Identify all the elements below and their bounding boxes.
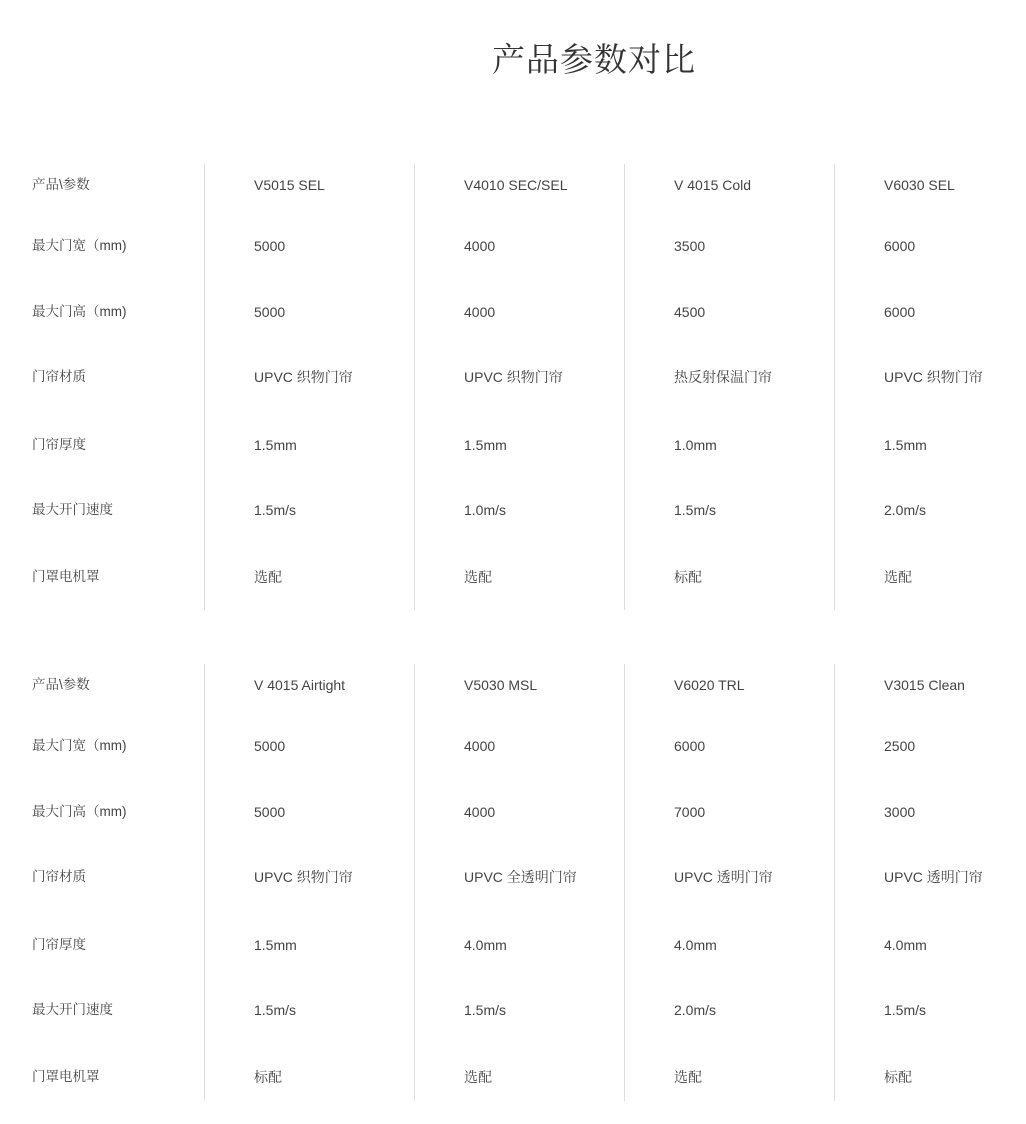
spec-comparison-table-1 [0,164,1026,610]
speed-value: 2.0m/s [884,502,927,518]
row-label-motor-cover: 门罩电机罩 [32,569,100,584]
row-label-speed: 最大开门速度 [32,1002,113,1017]
row-label-max-height: 最大门高（mm) [32,304,127,319]
max-height-value: 6000 [884,304,916,320]
material-value: UPVC 全透明门帘 [464,869,577,885]
thickness-value: 4.0mm [884,937,927,953]
max-width-value: 6000 [884,238,916,254]
page-title: 产品参数对比 [492,41,696,78]
speed-value: 1.5m/s [464,1002,507,1018]
max-width-value: 2500 [884,738,916,754]
thickness-value: 1.0mm [674,437,717,453]
product-column [204,164,414,610]
product-column [414,164,624,610]
material-value: UPVC 织物门帘 [884,369,983,385]
row-label-column [32,664,204,1101]
thickness-value: 4.0mm [674,937,717,953]
max-width-value: 4000 [464,738,496,754]
thickness-value: 4.0mm [464,937,507,953]
speed-value: 1.0m/s [464,502,507,518]
product-name: V4010 SEC/SEL [464,177,568,193]
motor-cover-value: 标配 [884,1069,912,1085]
max-height-value: 7000 [674,804,706,820]
product-name: V3015 Clean [884,677,965,693]
row-label-thickness: 门帘厚度 [32,437,86,452]
row-label-speed: 最大开门速度 [32,502,113,517]
product-column [624,664,834,1101]
max-width-value: 5000 [254,238,286,254]
speed-value: 1.5m/s [254,1002,297,1018]
thickness-value: 1.5mm [884,437,927,453]
max-width-value: 3500 [674,238,706,254]
motor-cover-value: 标配 [674,569,702,585]
product-name: V 4015 Airtight [254,677,346,693]
product-column [624,164,834,610]
product-name: V6020 TRL [674,677,745,693]
max-height-value: 4500 [674,304,706,320]
speed-value: 2.0m/s [674,1002,717,1018]
max-height-value: 3000 [884,804,916,820]
row-label-max-width: 最大门宽（mm) [32,238,127,253]
max-height-value: 4000 [464,304,496,320]
material-value: UPVC 透明门帘 [674,869,773,885]
product-column [834,164,1026,610]
max-width-value: 5000 [254,738,286,754]
product-column [414,664,624,1101]
row-label-header: 产品\参数 [32,177,90,192]
product-name: V6030 SEL [884,177,955,193]
max-width-value: 4000 [464,238,496,254]
row-label-thickness: 门帘厚度 [32,937,86,952]
row-label-column [32,164,204,610]
material-value: UPVC 织物门帘 [254,369,353,385]
thickness-value: 1.5mm [254,437,297,453]
motor-cover-value: 选配 [464,569,492,585]
product-name: V 4015 Cold [674,177,752,193]
material-value: UPVC 透明门帘 [884,869,983,885]
max-width-value: 6000 [674,738,706,754]
material-value: UPVC 织物门帘 [254,869,353,885]
row-label-max-width: 最大门宽（mm) [32,738,127,753]
thickness-value: 1.5mm [254,937,297,953]
product-name: V5030 MSL [464,677,538,693]
speed-value: 1.5m/s [674,502,717,518]
motor-cover-value: 选配 [254,569,282,585]
motor-cover-value: 选配 [674,1069,702,1085]
product-name: V5015 SEL [254,177,325,193]
motor-cover-value: 选配 [884,569,912,585]
row-label-material: 门帘材质 [32,369,86,384]
thickness-value: 1.5mm [464,437,507,453]
speed-value: 1.5m/s [254,502,297,518]
row-label-max-height: 最大门高（mm) [32,804,127,819]
max-height-value: 5000 [254,304,286,320]
row-label-material: 门帘材质 [32,869,86,884]
row-label-header: 产品\参数 [32,677,90,692]
max-height-value: 4000 [464,804,496,820]
spec-comparison-table-2 [0,664,1026,1101]
product-column [834,664,1026,1101]
row-label-motor-cover: 门罩电机罩 [32,1069,100,1084]
motor-cover-value: 选配 [464,1069,492,1085]
material-value: UPVC 织物门帘 [464,369,563,385]
material-value: 热反射保温门帘 [674,369,772,385]
max-height-value: 5000 [254,804,286,820]
product-column [204,664,414,1101]
motor-cover-value: 标配 [254,1069,282,1085]
speed-value: 1.5m/s [884,1002,927,1018]
